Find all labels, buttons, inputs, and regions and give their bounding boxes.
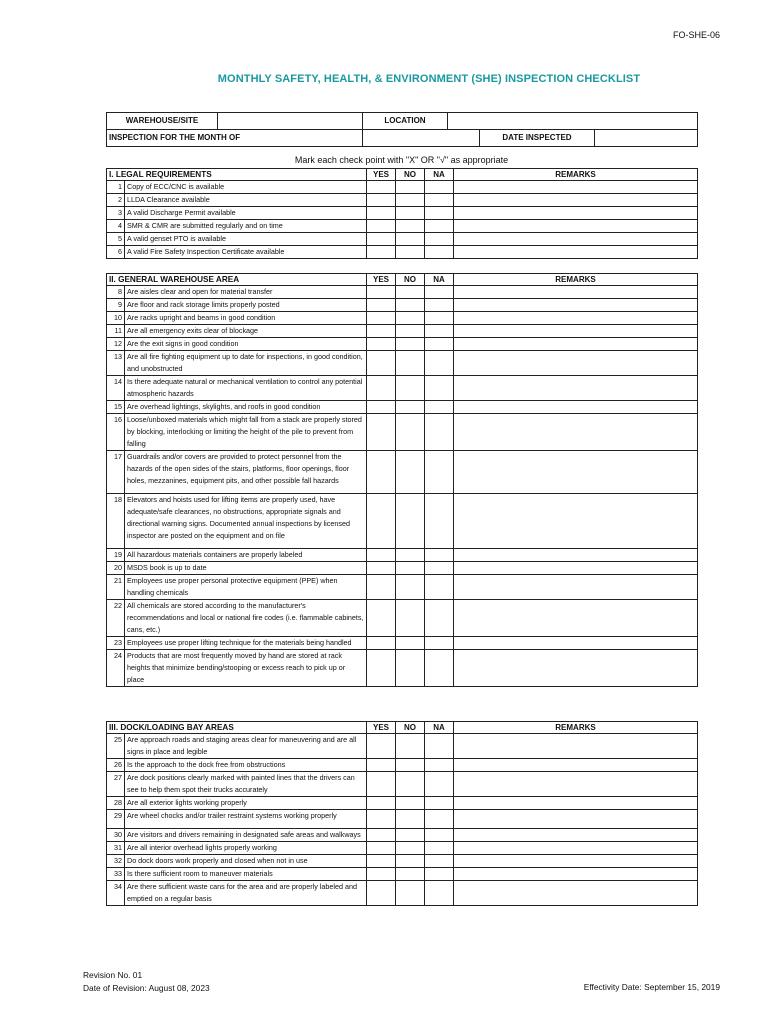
item-number: 26 <box>107 759 125 772</box>
checkpoint-text: Are approach roads and staging areas clear for maneuvering and are all signs in place and legible <box>125 734 367 759</box>
checklist-row <box>107 220 698 233</box>
remarks-cell[interactable] <box>454 562 698 575</box>
remarks-cell[interactable] <box>454 194 698 207</box>
na-column-header: NA <box>425 722 454 734</box>
na-checkbox-cell[interactable] <box>425 868 454 881</box>
na-checkbox-cell[interactable] <box>425 414 454 451</box>
remarks-cell[interactable] <box>454 220 698 233</box>
month-date-cell <box>363 130 698 147</box>
checkpoint-text: Are aisles clear and open for material transfer <box>125 286 367 299</box>
item-number: 34 <box>107 881 125 906</box>
remarks-cell[interactable] <box>454 351 698 376</box>
remarks-cell[interactable] <box>454 494 698 549</box>
remarks-cell[interactable] <box>454 575 698 600</box>
no-checkbox-cell[interactable] <box>396 637 425 650</box>
yes-checkbox-cell[interactable] <box>367 562 396 575</box>
no-checkbox-cell[interactable] <box>396 220 425 233</box>
na-checkbox-cell[interactable] <box>425 451 454 494</box>
yes-checkbox-cell[interactable] <box>367 549 396 562</box>
checkpoint-text: Are there sufficient waste cans for the area and are properly labeled and emptied on a regular basis <box>125 881 367 906</box>
no-checkbox-cell[interactable] <box>396 549 425 562</box>
item-number: 1 <box>107 181 125 194</box>
section-title: I. LEGAL REQUIREMENTS <box>107 169 367 181</box>
na-checkbox-cell[interactable] <box>425 881 454 906</box>
yes-checkbox-cell[interactable] <box>367 451 396 494</box>
yes-checkbox-cell[interactable] <box>367 637 396 650</box>
item-number: 30 <box>107 829 125 842</box>
yes-checkbox-cell[interactable] <box>367 233 396 246</box>
na-checkbox-cell[interactable] <box>425 220 454 233</box>
checkpoint-text: Are floor and rack storage limits properly posted <box>125 299 367 312</box>
checklist-row <box>107 734 698 759</box>
remarks-cell[interactable] <box>454 414 698 451</box>
item-number: 6 <box>107 246 125 259</box>
no-checkbox-cell[interactable] <box>396 246 425 259</box>
yes-column-header: YES <box>367 169 396 181</box>
checklist-row <box>107 772 698 797</box>
no-checkbox-cell[interactable] <box>396 351 425 376</box>
na-checkbox-cell[interactable] <box>425 207 454 220</box>
remarks-column-header: REMARKS <box>454 722 698 734</box>
no-checkbox-cell[interactable] <box>396 494 425 549</box>
checklist-row <box>107 829 698 842</box>
remarks-cell[interactable] <box>454 868 698 881</box>
checkpoint-text: Is the approach to the dock free from obstructions <box>125 759 367 772</box>
no-checkbox-cell[interactable] <box>396 855 425 868</box>
item-number: 11 <box>107 325 125 338</box>
section-general-warehouse-area <box>106 273 698 687</box>
na-column-header: NA <box>425 169 454 181</box>
na-checkbox-cell[interactable] <box>425 494 454 549</box>
no-checkbox-cell[interactable] <box>396 325 425 338</box>
checklist-row <box>107 600 698 637</box>
checklist-row <box>107 842 698 855</box>
yes-checkbox-cell[interactable] <box>367 759 396 772</box>
na-checkbox-cell[interactable] <box>425 376 454 401</box>
no-checkbox-cell[interactable] <box>396 338 425 351</box>
yes-checkbox-cell[interactable] <box>367 797 396 810</box>
no-checkbox-cell[interactable] <box>396 194 425 207</box>
item-number: 21 <box>107 575 125 600</box>
item-number: 32 <box>107 855 125 868</box>
checkpoint-text: Is there adequate natural or mechanical ventilation to control any potential atmospheric hazards <box>125 376 367 401</box>
checkpoint-text: Are visitors and drivers remaining in designated safe areas and walkways <box>125 829 367 842</box>
remarks-cell[interactable] <box>454 181 698 194</box>
checkpoint-text: All chemicals are stored according to the manufacturer's recommendations and local or national fire codes (i.e. flammable cabinets, cans, etc.) <box>125 600 367 637</box>
remarks-cell[interactable] <box>454 325 698 338</box>
na-checkbox-cell[interactable] <box>425 286 454 299</box>
checkpoint-text: Copy of ECC/CNC is available <box>125 181 367 194</box>
yes-checkbox-cell[interactable] <box>367 325 396 338</box>
na-checkbox-cell[interactable] <box>425 325 454 338</box>
na-checkbox-cell[interactable] <box>425 194 454 207</box>
remarks-cell[interactable] <box>454 734 698 759</box>
checkpoint-text: SMR & CMR are submitted regularly and on time <box>125 220 367 233</box>
revision-date: Date of Revision: August 08, 2023 <box>83 983 210 993</box>
checklist-row <box>107 194 698 207</box>
yes-checkbox-cell[interactable] <box>367 376 396 401</box>
location-field[interactable] <box>448 113 698 130</box>
checklist-row <box>107 286 698 299</box>
item-number: 23 <box>107 637 125 650</box>
checkpoint-text: Do dock doors work properly and closed when not in use <box>125 855 367 868</box>
na-checkbox-cell[interactable] <box>425 855 454 868</box>
no-checkbox-cell[interactable] <box>396 414 425 451</box>
yes-checkbox-cell[interactable] <box>367 881 396 906</box>
remarks-cell[interactable] <box>454 451 698 494</box>
na-checkbox-cell[interactable] <box>425 351 454 376</box>
no-checkbox-cell[interactable] <box>396 881 425 906</box>
item-number: 22 <box>107 600 125 637</box>
no-checkbox-cell[interactable] <box>396 376 425 401</box>
checklist-row <box>107 575 698 600</box>
revision-number: Revision No. 01 <box>83 970 143 980</box>
item-number: 27 <box>107 772 125 797</box>
na-checkbox-cell[interactable] <box>425 312 454 325</box>
no-checkbox-cell[interactable] <box>396 772 425 797</box>
remarks-column-header: REMARKS <box>454 274 698 286</box>
na-checkbox-cell[interactable] <box>425 637 454 650</box>
checklist-row <box>107 351 698 376</box>
checkpoint-text: A valid Discharge Permit available <box>125 207 367 220</box>
item-number: 33 <box>107 868 125 881</box>
yes-checkbox-cell[interactable] <box>367 299 396 312</box>
checkpoint-text: A valid genset PTO is available <box>125 233 367 246</box>
month-field[interactable] <box>363 130 480 146</box>
checklist-row <box>107 881 698 906</box>
item-number: 8 <box>107 286 125 299</box>
checkpoint-text: Employees use proper personal protective equipment (PPE) when handling chemicals <box>125 575 367 600</box>
no-checkbox-cell[interactable] <box>396 797 425 810</box>
yes-checkbox-cell[interactable] <box>367 575 396 600</box>
yes-checkbox-cell[interactable] <box>367 772 396 797</box>
item-number: 25 <box>107 734 125 759</box>
item-number: 17 <box>107 451 125 494</box>
no-checkbox-cell[interactable] <box>396 810 425 829</box>
yes-checkbox-cell[interactable] <box>367 220 396 233</box>
remarks-cell[interactable] <box>454 338 698 351</box>
section-title: II. GENERAL WAREHOUSE AREA <box>107 274 367 286</box>
item-number: 10 <box>107 312 125 325</box>
na-checkbox-cell[interactable] <box>425 650 454 687</box>
yes-checkbox-cell[interactable] <box>367 734 396 759</box>
location-label: LOCATION <box>363 113 448 130</box>
no-checkbox-cell[interactable] <box>396 600 425 637</box>
no-checkbox-cell[interactable] <box>396 734 425 759</box>
checklist-row <box>107 637 698 650</box>
checklist-row <box>107 810 698 829</box>
yes-checkbox-cell[interactable] <box>367 246 396 259</box>
item-number: 12 <box>107 338 125 351</box>
section-header-row <box>107 169 698 181</box>
no-checkbox-cell[interactable] <box>396 868 425 881</box>
checkpoint-text: Are wheel chocks and/or trailer restraint systems working properly <box>125 810 367 829</box>
warehouse-label: WAREHOUSE/SITE <box>107 113 218 130</box>
checklist-row <box>107 759 698 772</box>
yes-checkbox-cell[interactable] <box>367 338 396 351</box>
yes-checkbox-cell[interactable] <box>367 312 396 325</box>
remarks-cell[interactable] <box>454 286 698 299</box>
no-checkbox-cell[interactable] <box>396 575 425 600</box>
checkpoint-text: Are the exit signs in good condition <box>125 338 367 351</box>
checkpoint-text: Are racks upright and beams in good condition <box>125 312 367 325</box>
yes-column-header: YES <box>367 722 396 734</box>
no-column-header: NO <box>396 722 425 734</box>
checklist-row <box>107 797 698 810</box>
no-checkbox-cell[interactable] <box>396 451 425 494</box>
remarks-cell[interactable] <box>454 376 698 401</box>
yes-checkbox-cell[interactable] <box>367 351 396 376</box>
form-code: FO-SHE-06 <box>672 30 720 40</box>
remarks-cell[interactable] <box>454 881 698 906</box>
checklist-row <box>107 401 698 414</box>
item-number: 29 <box>107 810 125 829</box>
checklist-row <box>107 181 698 194</box>
item-number: 4 <box>107 220 125 233</box>
yes-column-header: YES <box>367 274 396 286</box>
na-checkbox-cell[interactable] <box>425 233 454 246</box>
no-checkbox-cell[interactable] <box>396 759 425 772</box>
checkpoint-text: Employees use proper lifting technique for the materials being handled <box>125 637 367 650</box>
remarks-cell[interactable] <box>454 401 698 414</box>
item-number: 3 <box>107 207 125 220</box>
remarks-cell[interactable] <box>454 759 698 772</box>
na-checkbox-cell[interactable] <box>425 772 454 797</box>
yes-checkbox-cell[interactable] <box>367 868 396 881</box>
remarks-cell[interactable] <box>454 855 698 868</box>
date-label: DATE INSPECTED <box>480 130 595 146</box>
item-number: 20 <box>107 562 125 575</box>
yes-checkbox-cell[interactable] <box>367 494 396 549</box>
checklist-row <box>107 299 698 312</box>
remarks-cell[interactable] <box>454 549 698 562</box>
item-number: 31 <box>107 842 125 855</box>
na-checkbox-cell[interactable] <box>425 338 454 351</box>
checklist-row <box>107 246 698 259</box>
checklist-row <box>107 325 698 338</box>
no-checkbox-cell[interactable] <box>396 842 425 855</box>
na-checkbox-cell[interactable] <box>425 734 454 759</box>
na-checkbox-cell[interactable] <box>425 299 454 312</box>
item-number: 9 <box>107 299 125 312</box>
checklist-row <box>107 233 698 246</box>
checklist-row <box>107 650 698 687</box>
yes-checkbox-cell[interactable] <box>367 207 396 220</box>
remarks-cell[interactable] <box>454 829 698 842</box>
item-number: 2 <box>107 194 125 207</box>
item-number: 14 <box>107 376 125 401</box>
checklist-row <box>107 494 698 549</box>
remarks-cell[interactable] <box>454 299 698 312</box>
checkpoint-text: Loose/unboxed materials which might fall from a stack are properly stored by blocking, interlocking or limiting the height of the pile to prevent from falling <box>125 414 367 451</box>
item-number: 28 <box>107 797 125 810</box>
remarks-cell[interactable] <box>454 233 698 246</box>
remarks-cell[interactable] <box>454 637 698 650</box>
date-field[interactable] <box>595 130 698 146</box>
section-legal-requirements <box>106 168 698 259</box>
checkpoint-text: Elevators and hoists used for lifting items are properly used, have adequate/safe clearances, no obstructions, appropriate signals and directional warning signs. Documented annual inspections by licensed inspector are posted on the equipment and on file <box>125 494 367 549</box>
na-checkbox-cell[interactable] <box>425 562 454 575</box>
na-checkbox-cell[interactable] <box>425 810 454 829</box>
checkpoint-text: Products that are most frequently moved by hand are stored at rack heights that minimize bending/stooping or excess reach to pick up or place <box>125 650 367 687</box>
month-label: INSPECTION FOR THE MONTH OF <box>109 133 241 142</box>
remarks-cell[interactable] <box>454 810 698 829</box>
no-checkbox-cell[interactable] <box>396 829 425 842</box>
checkpoint-text: Are all interior overhead lights properly working <box>125 842 367 855</box>
item-number: 18 <box>107 494 125 549</box>
no-checkbox-cell[interactable] <box>396 181 425 194</box>
checkpoint-text: Are all fire fighting equipment up to date for inspections, in good condition, and unobstructed <box>125 351 367 376</box>
document-title: MONTHLY SAFETY, HEALTH, & ENVIRONMENT (SHE) INSPECTION CHECKLIST <box>217 73 641 85</box>
item-number: 16 <box>107 414 125 451</box>
month-label-cell <box>107 130 363 147</box>
na-checkbox-cell[interactable] <box>425 842 454 855</box>
item-number: 19 <box>107 549 125 562</box>
section-dock-loading-bay <box>106 721 698 906</box>
checkpoint-text: Is there sufficient room to maneuver materials <box>125 868 367 881</box>
checkpoint-text: Are dock positions clearly marked with painted lines that the drivers can see to help them spot their trucks accurately <box>125 772 367 797</box>
yes-checkbox-cell[interactable] <box>367 181 396 194</box>
inspection-header-table <box>106 112 698 147</box>
remarks-cell[interactable] <box>454 246 698 259</box>
checkpoint-text: Are all exterior lights working properly <box>125 797 367 810</box>
remarks-cell[interactable] <box>454 650 698 687</box>
checklist-row <box>107 868 698 881</box>
section-header-row <box>107 274 698 286</box>
na-checkbox-cell[interactable] <box>425 797 454 810</box>
na-checkbox-cell[interactable] <box>425 401 454 414</box>
na-checkbox-cell[interactable] <box>425 246 454 259</box>
remarks-cell[interactable] <box>454 797 698 810</box>
instruction-text: Mark each check point with "X" OR "√" as appropriate <box>294 155 509 165</box>
no-column-header: NO <box>396 274 425 286</box>
yes-checkbox-cell[interactable] <box>367 600 396 637</box>
no-checkbox-cell[interactable] <box>396 207 425 220</box>
yes-checkbox-cell[interactable] <box>367 855 396 868</box>
yes-checkbox-cell[interactable] <box>367 650 396 687</box>
checkpoint-text: Are overhead lightings, skylights, and roofs in good condition <box>125 401 367 414</box>
item-number: 5 <box>107 233 125 246</box>
item-number: 13 <box>107 351 125 376</box>
yes-checkbox-cell[interactable] <box>367 829 396 842</box>
remarks-column-header: REMARKS <box>454 169 698 181</box>
no-checkbox-cell[interactable] <box>396 233 425 246</box>
na-checkbox-cell[interactable] <box>425 575 454 600</box>
checklist-row <box>107 376 698 401</box>
na-checkbox-cell[interactable] <box>425 829 454 842</box>
checklist-row <box>107 312 698 325</box>
yes-checkbox-cell[interactable] <box>367 842 396 855</box>
checklist-row <box>107 451 698 494</box>
checklist-row <box>107 207 698 220</box>
checkpoint-text: Are all emergency exits clear of blockage <box>125 325 367 338</box>
no-column-header: NO <box>396 169 425 181</box>
checkpoint-text: MSDS book is up to date <box>125 562 367 575</box>
checkpoint-text: A valid Fire Safety Inspection Certificate available <box>125 246 367 259</box>
revision-info <box>83 969 210 995</box>
checklist-row <box>107 562 698 575</box>
effectivity-date: Effectivity Date: September 15, 2019 <box>583 982 720 992</box>
checklist-row <box>107 338 698 351</box>
warehouse-field[interactable] <box>218 113 363 130</box>
remarks-cell[interactable] <box>454 772 698 797</box>
yes-checkbox-cell[interactable] <box>367 401 396 414</box>
checkpoint-text: LLDA Clearance available <box>125 194 367 207</box>
no-checkbox-cell[interactable] <box>396 650 425 687</box>
no-checkbox-cell[interactable] <box>396 562 425 575</box>
remarks-cell[interactable] <box>454 842 698 855</box>
checklist-row <box>107 414 698 451</box>
na-checkbox-cell[interactable] <box>425 549 454 562</box>
na-checkbox-cell[interactable] <box>425 759 454 772</box>
remarks-cell[interactable] <box>454 600 698 637</box>
remarks-cell[interactable] <box>454 312 698 325</box>
item-number: 24 <box>107 650 125 687</box>
na-checkbox-cell[interactable] <box>425 600 454 637</box>
checkpoint-text: All hazardous materials containers are properly labeled <box>125 549 367 562</box>
no-checkbox-cell[interactable] <box>396 312 425 325</box>
item-number: 15 <box>107 401 125 414</box>
yes-checkbox-cell[interactable] <box>367 414 396 451</box>
checkpoint-text: Guardrails and/or covers are provided to protect personnel from the hazards of the open sides of the stairs, platforms, floor openings, floor holes, mezzanines, equipment pits, and other possible fall hazards <box>125 451 367 494</box>
checklist-row <box>107 549 698 562</box>
no-checkbox-cell[interactable] <box>396 401 425 414</box>
na-checkbox-cell[interactable] <box>425 181 454 194</box>
yes-checkbox-cell[interactable] <box>367 810 396 829</box>
no-checkbox-cell[interactable] <box>396 299 425 312</box>
remarks-cell[interactable] <box>454 207 698 220</box>
yes-checkbox-cell[interactable] <box>367 194 396 207</box>
no-checkbox-cell[interactable] <box>396 286 425 299</box>
yes-checkbox-cell[interactable] <box>367 286 396 299</box>
section-header-row <box>107 722 698 734</box>
na-column-header: NA <box>425 274 454 286</box>
checklist-row <box>107 855 698 868</box>
section-title: III. DOCK/LOADING BAY AREAS <box>107 722 367 734</box>
